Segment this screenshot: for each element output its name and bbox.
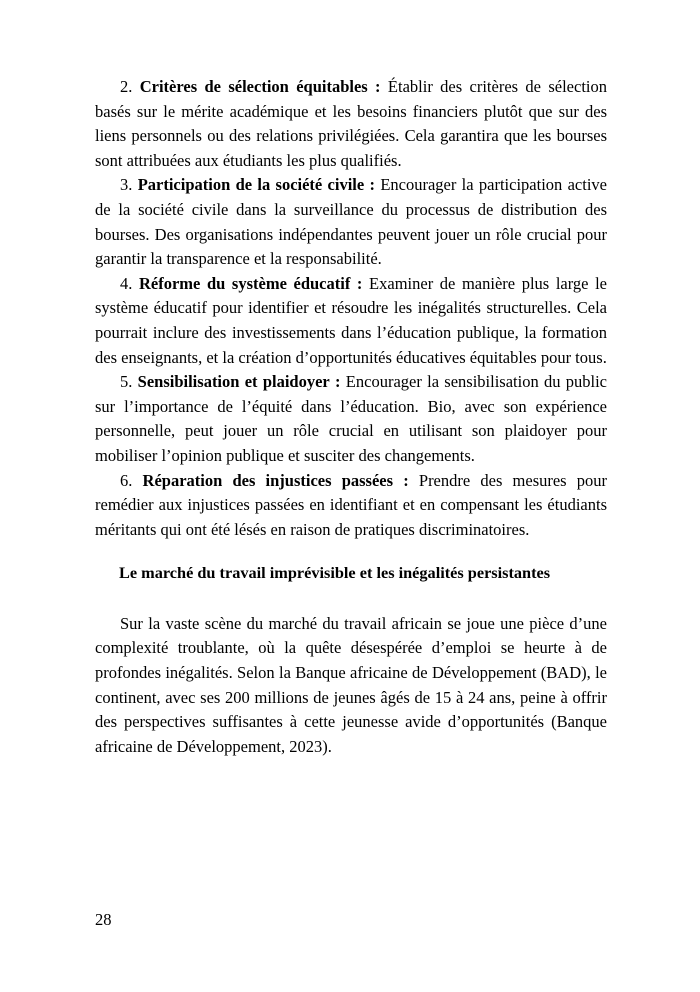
item-5-text: Encourager la sensibilisation du public sur l’importance de l’équité dans l’éducation. Bio, avec son expérience personnelle, peut jouer un rôle crucial en utilisant son plaidoyer pour mobiliser l’opinion publique et susciter des changements. — [95, 372, 608, 465]
item-4-title: Réforme du système éducatif : — [138, 273, 363, 293]
item-4-number: 4. — [120, 273, 133, 293]
item-3-title: Participation de la société civile : — [137, 175, 376, 195]
item-5-number: 5. — [120, 372, 133, 392]
closing-paragraph: Sur la vaste scène du marché du travail africain se joue une pièce d’une complexité troublante, où la quête désespérée d’emploi se heurte à de profondes inégalités. Selon la Banque africaine de Développement (BAD), le continent, avec ses 200 millions de jeunes âgés de 15 à 24 ans, peine à offrir des perspectives suffisantes à cette jeunesse avide d’opportunités (Banque africaine de Développement, 2023). — [95, 613, 607, 756]
item-5-title: Sensibilisation et plaidoyer : — [137, 372, 341, 392]
numbered-item-2 — [95, 75, 607, 173]
item-4-text: Examiner de manière plus large le système éducatif pour identifier et résoudre les inégalités structurelles. Cela pourrait inclure des investissements dans l’éducation publique, la formation des enseignants, et la création d’opportunités éducatives équitables pour tous. — [95, 273, 608, 367]
item-2-text: Établir des critères de sélection basés sur le mérite académique et les besoins financiers plutôt que sur des liens personnels ou des relations privilégiées. Cela garantira que les bourses sont attribuées aux étudiants les plus qualifiés. — [95, 77, 608, 170]
item-6-text: Prendre des mesures pour remédier aux injustices passées en identifiant et en compensant les étudiants méritants qui ont été lésés en raison de pratiques discriminatoires. — [95, 470, 608, 539]
section-heading: Le marché du travail imprévisible et les inégalités persistantes — [119, 563, 551, 583]
numbered-item-5 — [95, 370, 607, 468]
item-6-number: 6. — [120, 470, 133, 490]
item-3-text: Encourager la participation active de la société civile dans la surveillance du processus de distribution des bourses. Des organisations indépendantes peuvent jouer un rôle crucial pour garantir la transparence et la responsabilité. — [95, 175, 607, 269]
item-3-number: 3. — [120, 175, 133, 195]
item-6-title: Réparation des injustices passées : — [142, 470, 409, 490]
item-2-title: Critères de sélection équitables : — [139, 77, 381, 96]
numbered-item-3 — [95, 173, 607, 271]
item-2-number: 2. — [120, 77, 133, 96]
numbered-item-6 — [95, 469, 607, 543]
page-body — [95, 75, 607, 759]
numbered-item-4 — [95, 272, 607, 370]
page-number: 28 — [95, 910, 112, 929]
